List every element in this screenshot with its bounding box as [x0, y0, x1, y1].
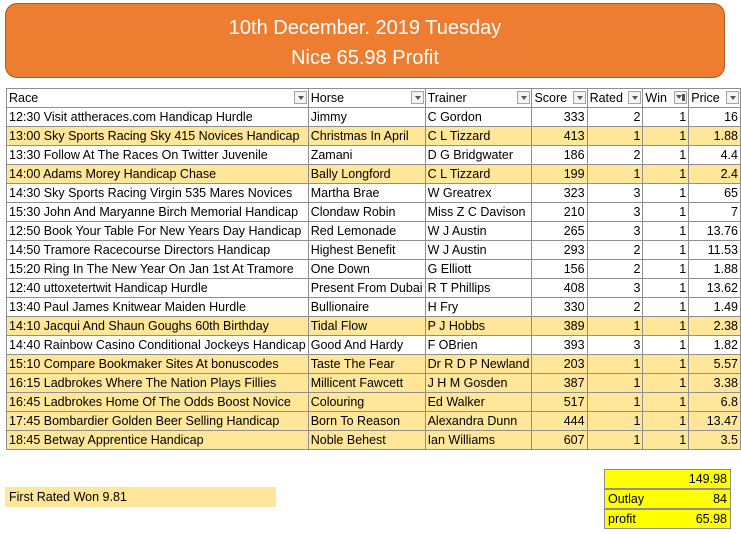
first-rated-note[interactable]: First Rated Won 9.81 — [5, 487, 276, 507]
cell-win[interactable]: 1 — [643, 108, 689, 127]
column-header-label: Horse — [310, 91, 345, 105]
cell-trainer[interactable]: Dr R D P Newland — [425, 355, 532, 374]
cell-trainer[interactable]: C L Tizzard — [425, 165, 532, 184]
cell-score[interactable]: 387 — [532, 374, 587, 393]
cell-price[interactable]: 13.62 — [689, 279, 741, 298]
cell-rated[interactable]: 1 — [587, 127, 643, 146]
filter-dropdown-icon[interactable] — [573, 91, 586, 104]
cell-race[interactable]: 12:40 uttoxetertwit Handicap Hurdle — [7, 279, 309, 298]
filter-active-icon[interactable] — [674, 91, 687, 104]
total-cell[interactable] — [604, 469, 731, 489]
profit-label: profit — [608, 512, 636, 526]
cell-rated[interactable]: 3 — [587, 336, 643, 355]
cell-price[interactable]: 3.38 — [689, 374, 741, 393]
cell-win[interactable]: 1 — [643, 184, 689, 203]
title-banner — [5, 3, 725, 78]
cell-rated[interactable]: 1 — [587, 374, 643, 393]
cell-rated[interactable]: 2 — [587, 298, 643, 317]
cell-trainer[interactable]: C L Tizzard — [425, 127, 532, 146]
cell-race[interactable]: 15:20 Ring In The New Year On Jan 1st At Tramore — [7, 260, 309, 279]
cell-horse[interactable]: Taste The Fear — [308, 355, 425, 374]
cell-price[interactable]: 1.88 — [689, 260, 741, 279]
banner-profit-subtitle: Nice 65.98 Profit — [291, 47, 439, 69]
cell-horse[interactable]: Zamani — [308, 146, 425, 165]
cell-price[interactable]: 1.88 — [689, 127, 741, 146]
column-header-race — [7, 89, 309, 108]
cell-rated[interactable]: 1 — [587, 355, 643, 374]
cell-trainer[interactable]: Ed Walker — [425, 393, 532, 412]
cell-score[interactable]: 323 — [532, 184, 587, 203]
column-header-trainer — [425, 89, 532, 108]
cell-race[interactable]: 14:50 Tramore Racecourse Directors Handicap — [7, 241, 309, 260]
cell-score[interactable]: 199 — [532, 165, 587, 184]
table-row — [7, 412, 741, 431]
cell-horse[interactable]: Martha Brae — [308, 184, 425, 203]
cell-win[interactable]: 1 — [643, 393, 689, 412]
cell-trainer[interactable]: D G Bridgwater — [425, 146, 532, 165]
table-row — [7, 317, 741, 336]
table-row — [7, 374, 741, 393]
cell-win[interactable]: 1 — [643, 241, 689, 260]
cell-trainer[interactable]: W J Austin — [425, 222, 532, 241]
cell-rated[interactable]: 3 — [587, 203, 643, 222]
cell-score[interactable]: 413 — [532, 127, 587, 146]
cell-horse[interactable]: Millicent Fawcett — [308, 374, 425, 393]
cell-horse[interactable]: Red Lemonade — [308, 222, 425, 241]
cell-score[interactable]: 186 — [532, 146, 587, 165]
cell-trainer[interactable]: Miss Z C Davison — [425, 203, 532, 222]
results-table — [6, 88, 741, 450]
table-row — [7, 279, 741, 298]
cell-win[interactable]: 1 — [643, 260, 689, 279]
cell-horse[interactable]: Christmas In April — [308, 127, 425, 146]
column-header-horse — [308, 89, 425, 108]
outlay-label: Outlay — [608, 492, 645, 506]
cell-rated[interactable]: 1 — [587, 165, 643, 184]
cell-price[interactable]: 6.8 — [689, 393, 741, 412]
cell-race[interactable]: 14:10 Jacqui And Shaun Goughs 60th Birthday — [7, 317, 309, 336]
cell-race[interactable]: 16:15 Ladbrokes Where The Nation Plays Fillies — [7, 374, 309, 393]
cell-race[interactable]: 14:00 Adams Morey Handicap Chase — [7, 165, 309, 184]
cell-horse[interactable]: Noble Behest — [308, 431, 425, 450]
cell-price[interactable]: 1.49 — [689, 298, 741, 317]
column-header-label: Win — [645, 91, 667, 105]
cell-rated[interactable]: 2 — [587, 241, 643, 260]
cell-race[interactable]: 18:45 Betway Apprentice Handicap — [7, 431, 309, 450]
cell-score[interactable]: 408 — [532, 279, 587, 298]
cell-trainer[interactable]: J H M Gosden — [425, 374, 532, 393]
outlay-value: 84 — [713, 492, 727, 506]
filter-dropdown-icon[interactable] — [517, 91, 530, 104]
cell-race[interactable]: 13:00 Sky Sports Racing Sky 415 Novices Handicap — [7, 127, 309, 146]
cell-race[interactable]: 15:10 Compare Bookmaker Sites At bonuscodes — [7, 355, 309, 374]
cell-rated[interactable]: 1 — [587, 393, 643, 412]
column-header-price — [689, 89, 741, 108]
cell-horse[interactable]: Jimmy — [308, 108, 425, 127]
cell-trainer[interactable]: W J Austin — [425, 241, 532, 260]
column-header-rated — [587, 89, 643, 108]
cell-score[interactable]: 330 — [532, 298, 587, 317]
cell-price[interactable]: 3.5 — [689, 431, 741, 450]
cell-race[interactable]: 17:45 Bombardier Golden Beer Selling Handicap — [7, 412, 309, 431]
table-row — [7, 298, 741, 317]
cell-horse[interactable]: Highest Benefit — [308, 241, 425, 260]
cell-score[interactable]: 210 — [532, 203, 587, 222]
table-row — [7, 165, 741, 184]
cell-race[interactable]: 15:30 John And Maryanne Birch Memorial Handicap — [7, 203, 309, 222]
cell-win[interactable]: 1 — [643, 165, 689, 184]
column-header-label: Rated — [589, 91, 623, 105]
cell-price[interactable]: 7 — [689, 203, 741, 222]
cell-score[interactable]: 333 — [532, 108, 587, 127]
table-row — [7, 203, 741, 222]
cell-price[interactable]: 11.53 — [689, 241, 741, 260]
table-row — [7, 393, 741, 412]
cell-score[interactable]: 393 — [532, 336, 587, 355]
filter-dropdown-icon[interactable] — [294, 91, 307, 104]
cell-trainer[interactable]: R T Phillips — [425, 279, 532, 298]
cell-trainer[interactable]: G Elliott — [425, 260, 532, 279]
cell-score[interactable]: 444 — [532, 412, 587, 431]
cell-trainer[interactable]: F OBrien — [425, 336, 532, 355]
cell-race[interactable]: 14:40 Rainbow Casino Conditional Jockeys Handicap — [7, 336, 309, 355]
table-row — [7, 336, 741, 355]
cell-price[interactable]: 13.76 — [689, 222, 741, 241]
cell-trainer[interactable]: W Greatrex — [425, 184, 532, 203]
cell-race[interactable]: 12:30 Visit attheraces.com Handicap Hurdle — [7, 108, 309, 127]
cell-win[interactable]: 1 — [643, 374, 689, 393]
cell-score[interactable]: 203 — [532, 355, 587, 374]
cell-win[interactable]: 1 — [643, 127, 689, 146]
cell-price[interactable]: 5.57 — [689, 355, 741, 374]
cell-score[interactable]: 265 — [532, 222, 587, 241]
cell-win[interactable]: 1 — [643, 412, 689, 431]
cell-price[interactable]: 2.38 — [689, 317, 741, 336]
cell-horse[interactable]: One Down — [308, 260, 425, 279]
cell-win[interactable]: 1 — [643, 431, 689, 450]
cell-horse[interactable]: Present From Dubai — [308, 279, 425, 298]
column-header-label: Race — [9, 91, 39, 105]
cell-horse[interactable]: Bullionaire — [308, 298, 425, 317]
table-row — [7, 127, 741, 146]
cell-score[interactable]: 389 — [532, 317, 587, 336]
column-header-win — [643, 89, 689, 108]
cell-race[interactable]: 12:50 Book Your Table For New Years Day Handicap — [7, 222, 309, 241]
table-row — [7, 241, 741, 260]
table-row — [7, 431, 741, 450]
profit-cell[interactable] — [604, 509, 731, 529]
banner-date-title: 10th December. 2019 Tuesday — [228, 17, 502, 39]
cell-rated[interactable]: 2 — [587, 146, 643, 165]
cell-rated[interactable]: 3 — [587, 184, 643, 203]
table-row — [7, 222, 741, 241]
cell-rated[interactable]: 1 — [587, 317, 643, 336]
cell-win[interactable]: 1 — [643, 355, 689, 374]
outlay-cell[interactable] — [604, 489, 731, 509]
cell-race[interactable]: 13:30 Follow At The Races On Twitter Juvenile — [7, 146, 309, 165]
filter-dropdown-icon[interactable] — [411, 91, 424, 104]
cell-win[interactable]: 1 — [643, 298, 689, 317]
cell-trainer[interactable]: H Fry — [425, 298, 532, 317]
cell-horse[interactable]: Good And Hardy — [308, 336, 425, 355]
cell-rated[interactable]: 3 — [587, 279, 643, 298]
cell-trainer[interactable]: P J Hobbs — [425, 317, 532, 336]
column-header-label: Trainer — [427, 91, 467, 105]
cell-horse[interactable]: Bally Longford — [308, 165, 425, 184]
cell-win[interactable]: 1 — [643, 203, 689, 222]
cell-horse[interactable]: Tidal Flow — [308, 317, 425, 336]
table-row — [7, 146, 741, 165]
cell-score[interactable]: 607 — [532, 431, 587, 450]
cell-price[interactable]: 1.82 — [689, 336, 741, 355]
cell-win[interactable]: 1 — [643, 222, 689, 241]
cell-trainer[interactable]: Ian Williams — [425, 431, 532, 450]
cell-win[interactable]: 1 — [643, 317, 689, 336]
total-value: 149.98 — [688, 472, 727, 486]
cell-win[interactable]: 1 — [643, 146, 689, 165]
cell-score[interactable]: 517 — [532, 393, 587, 412]
cell-horse[interactable]: Clondaw Robin — [308, 203, 425, 222]
table-row — [7, 184, 741, 203]
column-header-label: Price — [691, 91, 720, 105]
profit-value: 65.98 — [695, 512, 727, 526]
cell-trainer[interactable]: Alexandra Dunn — [425, 412, 532, 431]
header-row — [7, 89, 741, 108]
column-header-label: Score — [534, 91, 568, 105]
cell-trainer[interactable]: C Gordon — [425, 108, 532, 127]
cell-score[interactable]: 293 — [532, 241, 587, 260]
cell-horse[interactable]: Born To Reason — [308, 412, 425, 431]
cell-rated[interactable]: 2 — [587, 260, 643, 279]
cell-price[interactable]: 65 — [689, 184, 741, 203]
table-row — [7, 108, 741, 127]
cell-race[interactable]: 14:30 Sky Sports Racing Virgin 535 Mares Novices — [7, 184, 309, 203]
cell-horse[interactable]: Colouring — [308, 393, 425, 412]
filter-dropdown-icon[interactable] — [726, 91, 739, 104]
cell-price[interactable]: 4.4 — [689, 146, 741, 165]
cell-price[interactable]: 13.47 — [689, 412, 741, 431]
cell-rated[interactable]: 2 — [587, 108, 643, 127]
cell-price[interactable]: 2.4 — [689, 165, 741, 184]
column-header-score — [532, 89, 587, 108]
cell-race[interactable]: 16:45 Ladbrokes Home Of The Odds Boost Novice — [7, 393, 309, 412]
filter-dropdown-icon[interactable] — [628, 91, 641, 104]
table-row — [7, 260, 741, 279]
cell-score[interactable]: 156 — [532, 260, 587, 279]
cell-rated[interactable]: 1 — [587, 412, 643, 431]
cell-rated[interactable]: 3 — [587, 222, 643, 241]
cell-win[interactable]: 1 — [643, 279, 689, 298]
table-row — [7, 355, 741, 374]
cell-rated[interactable]: 1 — [587, 431, 643, 450]
cell-win[interactable]: 1 — [643, 336, 689, 355]
cell-price[interactable]: 16 — [689, 108, 741, 127]
cell-race[interactable]: 13:40 Paul James Knitwear Maiden Hurdle — [7, 298, 309, 317]
